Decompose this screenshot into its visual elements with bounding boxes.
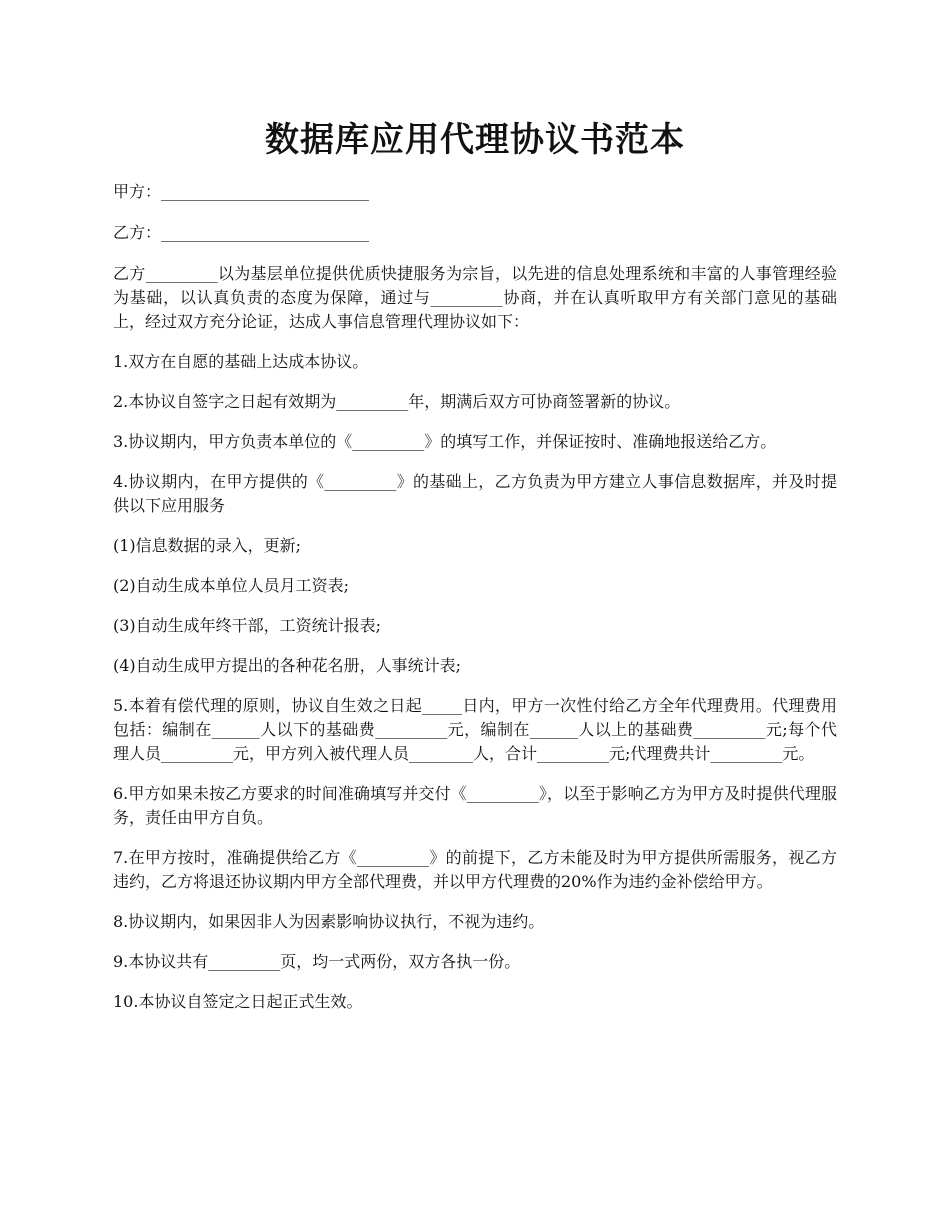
document-title: 数据库应用代理协议书范本: [265, 120, 685, 160]
service-item-4: (4)自动生成甲方提出的各种花名册，人事统计表;: [113, 656, 462, 675]
party-a-line: 甲方：__________________________: [113, 182, 370, 201]
clause-8: 8.协议期内，如果因非人为因素影响协议执行，不视为违约。: [113, 912, 545, 931]
intro-paragraph: 乙方_________以为基层单位提供优质快捷服务为宗旨，以先进的信息处理系统和丰富的人事管理经验为基础，以认真负责的态度为保障，通过与_________协商，并在认真听取甲方有关部门意见的基础上，经过双方充分论证，达成人事信息管理代理协议如下：: [113, 264, 837, 331]
clause-1: 1.双方在自愿的基础上达成本协议。: [113, 352, 369, 371]
clause-4: 4.协议期内，在甲方提供的《_________》的基础上，乙方负责为甲方建立人事信息数据库，并及时提供以下应用服务: [113, 472, 837, 515]
clause-5: 5.本着有偿代理的原则，协议自生效之日起_____日内，甲方一次性付给乙方全年代理费用。代理费用包括：编制在______人以下的基础费_________元，编制在______人以上的基础费_________元;每个代理人员_________元，甲方列入被代理人员________人，合计_________元;代理费共计_________元。: [113, 696, 837, 763]
clause-2: 2.本协议自签字之日起有效期为_________年，期满后双方可协商签署新的协议。: [113, 392, 681, 411]
clause-3: 3.协议期内，甲方负责本单位的《_________》的填写工作，并保证按时、准确地报送给乙方。: [113, 432, 777, 451]
clause-9: 9.本协议共有_________页，均一式两份，双方各执一份。: [113, 952, 521, 971]
clause-10: 10.本协议自签定之日起正式生效。: [113, 992, 363, 1011]
service-item-1: (1)信息数据的录入，更新;: [113, 536, 302, 555]
clause-7: 7.在甲方按时，准确提供给乙方《_________》的前提下，乙方未能及时为甲方提供所需服务，视乙方违约，乙方将退还协议期内甲方全部代理费，并以甲方代理费的20%作为违约金补偿给甲方。: [113, 848, 837, 891]
party-b-line: 乙方：__________________________: [113, 223, 370, 242]
document-body: [113, 180, 837, 1030]
clause-6: 6.甲方如果未按乙方要求的时间准确填写并交付《_________》，以至于影响乙方为甲方及时提供代理服务，责任由甲方自负。: [113, 784, 837, 827]
service-item-3: (3)自动生成年终干部，工资统计报表;: [113, 616, 382, 635]
service-item-2: (2)自动生成本单位人员月工资表;: [113, 576, 350, 595]
